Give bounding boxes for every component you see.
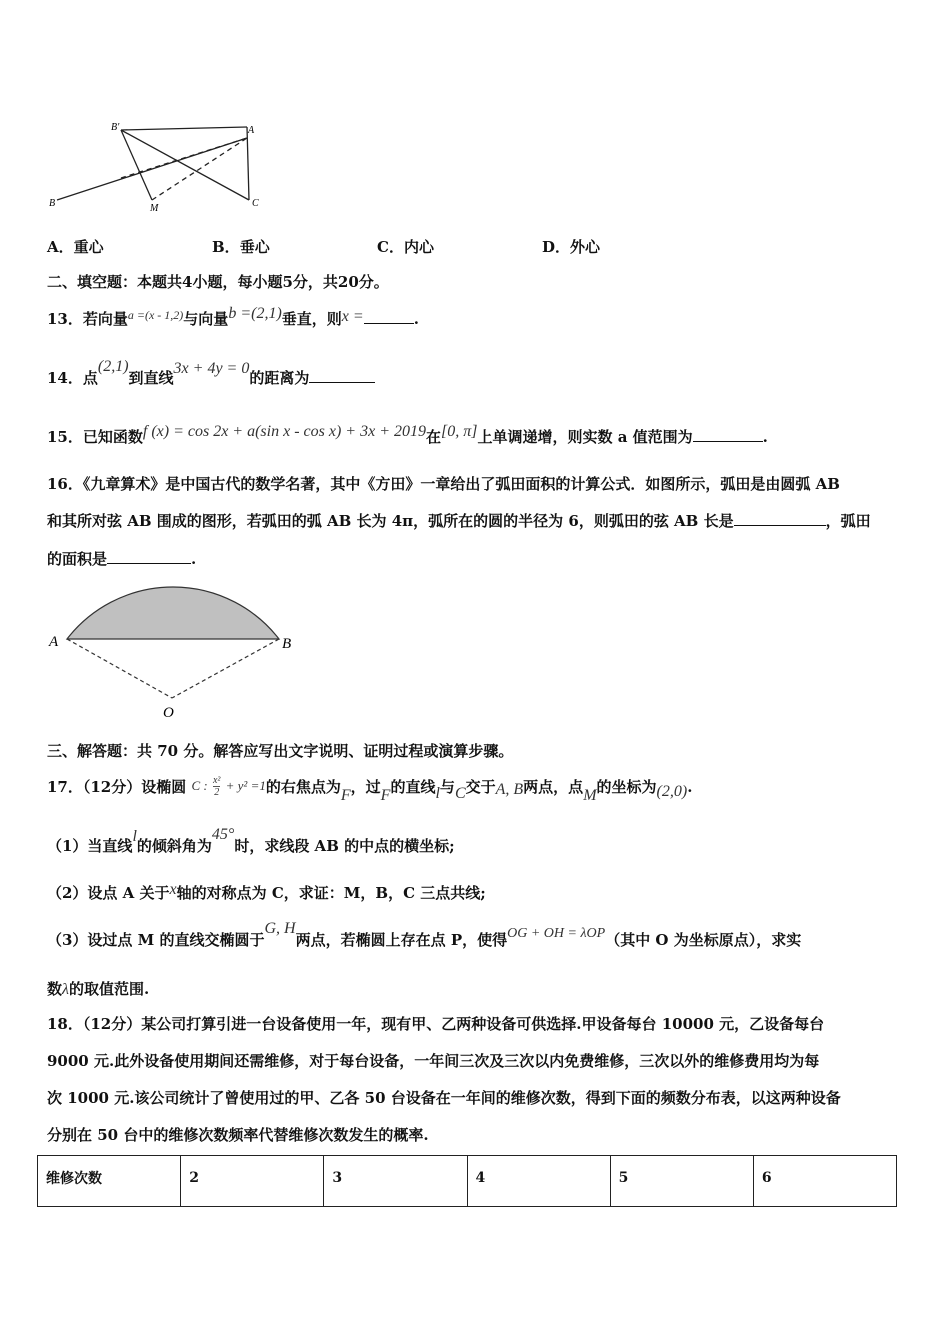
table-cell: 4 [467, 1156, 610, 1207]
option-a: A．重心 [47, 238, 104, 256]
segment-bprime-c [121, 130, 249, 200]
question-17-part1: （1）当直线l的倾斜角为45°时，求线段 AB 的中点的横坐标; [47, 826, 455, 855]
label-m: M [150, 203, 159, 214]
question-16-line3: 的面积是 . [47, 550, 197, 568]
question-17-part3: （3）设过点 M 的直线交椭圆于G, H两点，若椭圆上存在点 P，使得OG + OH = λOP（其中 O 为坐标原点），求实 [47, 920, 802, 949]
table-cell: 5 [610, 1156, 753, 1207]
label-b: B [49, 198, 56, 209]
table-cell: 3 [324, 1156, 467, 1207]
question-18-line4: 分别在 50 台中的维修次数频率代替维修次数发生的概率. [47, 1126, 429, 1144]
label-a: A [49, 634, 59, 650]
question-18-line2: 9000 元.此外设备使用期间还需维修，对于每台设备，一年间三次及三次以内免费维修，三次以外的维修费用均为每 [47, 1052, 820, 1070]
answer-blank [309, 368, 375, 383]
answer-blank [693, 427, 763, 442]
label-b-prime: B' [111, 122, 120, 133]
geometry-figure-triangle [45, 118, 275, 218]
segment-bprime-a [121, 127, 247, 130]
answer-blank [734, 511, 826, 526]
table-row [38, 1156, 897, 1207]
question-17-part3-cont: 数λ的取值范围. [47, 980, 150, 998]
fraction-x2-over-2: $\frac{\text{x²}}{2}$ [212, 774, 221, 798]
radius-ob-dashed [172, 639, 279, 698]
answer-blank [107, 549, 191, 564]
table-cell: 维修次数 [38, 1156, 181, 1207]
segment-a-c [247, 127, 249, 200]
section-heading-solutions: 三、解答题：共 70 分。解答应写出文字说明、证明过程或演算步骤。 [47, 742, 514, 760]
label-b: B [282, 636, 292, 652]
segment-inner-dashed [121, 138, 247, 178]
question-13: 13．若向量$^{a =(x - 1,2)}$与向量b =(2,1)垂直，则x = . [47, 305, 419, 328]
arc-segment-shaded [67, 587, 279, 639]
table-cell: 6 [753, 1156, 896, 1207]
label-c: C [252, 198, 259, 209]
section-heading-fill-in: 二、填空题：本题共4小题，每小题5分，共20分。 [47, 273, 389, 291]
radius-oa-dashed [67, 639, 172, 698]
option-c: C．内心 [377, 238, 434, 256]
question-17-part2: （2）设点 A 关于x轴的对称点为 C，求证：M，B，C 三点共线; [47, 881, 486, 902]
label-o: O [163, 705, 174, 721]
arc-field-figure [45, 580, 305, 725]
question-18-line1: 18．（12分）某公司打算引进一台设备使用一年，现有甲、乙两种设备可供选择.甲设备每台 10000 元，乙设备每台 [47, 1015, 825, 1033]
answer-blank [364, 309, 414, 324]
question-16-line2: 和其所对弦 AB 围成的图形，若弧田的弧 AB 长为 4π，弧所在的圆的半径为 6，则弧田的弦 AB 长是 ，弧田 [47, 512, 871, 530]
label-a: A [248, 125, 255, 136]
segment-bprime-m [121, 130, 152, 200]
option-d: D．外心 [542, 238, 601, 256]
frequency-table [37, 1155, 897, 1207]
table-cell: 2 [181, 1156, 324, 1207]
question-18-line3: 次 1000 元.该公司统计了曾使用过的甲、乙各 50 台设备在一年间的维修次数，得到下面的频数分布表，以这两种设备 [47, 1089, 841, 1107]
question-15: 15．已知函数f (x) = cos 2x + a(sin x - cos x) + 3x + 2019在[0, π]上单调递增，则实数 a 值范围为 . [47, 423, 768, 446]
option-b: B．垂心 [212, 238, 270, 256]
question-17-stem: 17．（12分）设椭圆 C : $\frac{\text{x²}}{2}$ + y² =1的右焦点为F，过F的直线l与C交于A, B两点，点M的坐标为(2,0). [47, 774, 693, 804]
question-16-line1: 16．《九章算术》是中国古代的数学名著，其中《方田》一章给出了弧田面积的计算公式．如图所示，弧田是由圆弧 AB [47, 475, 840, 493]
question-14: 14．点(2,1)到直线3x + 4y = 0的距离为 [47, 367, 375, 388]
